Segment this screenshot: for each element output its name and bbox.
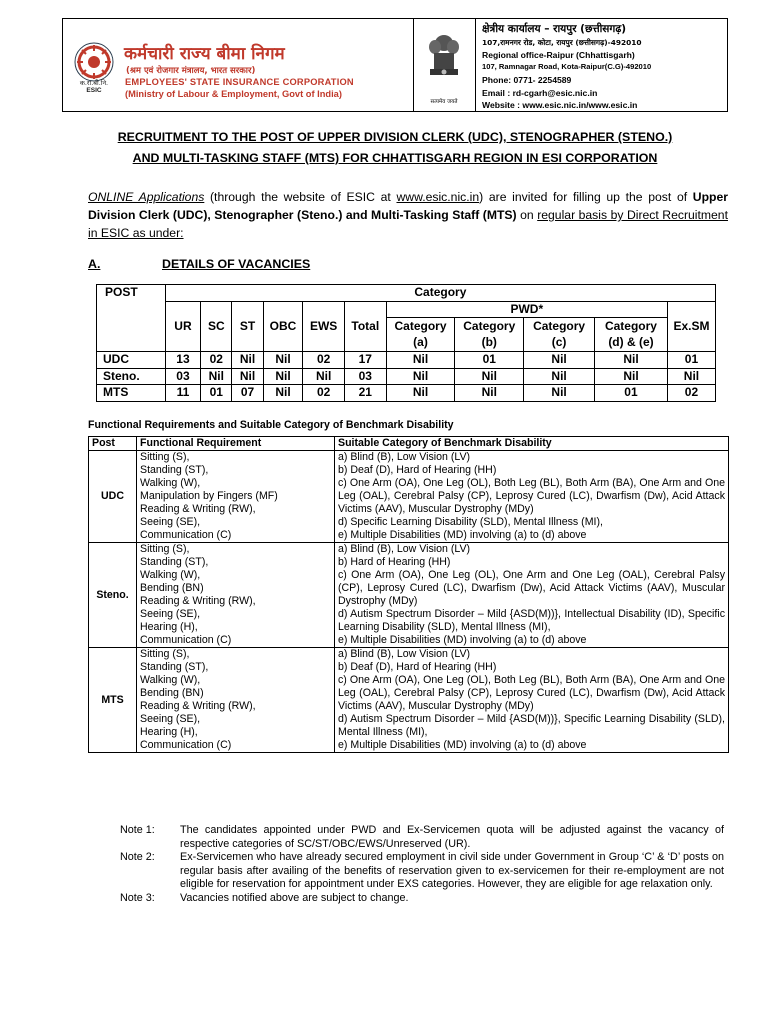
vacancy-post-cell: MTS bbox=[97, 385, 166, 402]
requirement-item: Sitting (S), bbox=[140, 451, 190, 463]
vacancy-value-cell: 13 bbox=[165, 352, 200, 369]
vacancy-value-cell: Nil bbox=[524, 352, 595, 369]
vacancy-value-cell: Nil bbox=[263, 385, 303, 402]
requirement-item: Walking (W), bbox=[140, 477, 201, 489]
vacancy-pwd-col-header: Category (a) bbox=[386, 318, 455, 352]
disability-item: d) Autism Spectrum Disorder – Mild {ASD(M))}, Specific Learning Disability (SLD), Mental Illness (MI), bbox=[338, 713, 725, 738]
disability-item: c) One Arm (OA), One Leg (OL), One Arm and One Leg (OAL), Cerebral Palsy (CP), Leprosy Cured (LC), Dwarfism (Dw), Acid Attack Victims (AAV), Muscular Dystrophy (MDy) bbox=[338, 569, 725, 607]
vacancy-value-cell: 21 bbox=[344, 385, 386, 402]
vacancy-value-cell: 07 bbox=[232, 385, 263, 402]
functional-row bbox=[89, 543, 729, 648]
functional-row bbox=[89, 451, 729, 543]
vacancy-table bbox=[96, 284, 716, 402]
vacancy-col-header: UR bbox=[165, 301, 200, 352]
requirement-item: Standing (ST), bbox=[140, 464, 209, 476]
intro-basis: regular basis by Direct Recruitment in ESIC as under: bbox=[88, 208, 728, 240]
disability-item: e) Multiple Disabilities (MD) involving (a) to (d) above bbox=[338, 529, 587, 541]
requirement-item: Sitting (S), bbox=[140, 543, 190, 555]
requirement-item: Seeing (SE), bbox=[140, 516, 201, 528]
requirement-item: Hearing (H), bbox=[140, 726, 198, 738]
functional-disability-cell bbox=[335, 648, 729, 753]
disability-item: e) Multiple Disabilities (MD) involving (a) to (d) above bbox=[338, 739, 587, 751]
letterhead-emblem bbox=[413, 19, 476, 111]
section-a-label: A. bbox=[88, 257, 101, 271]
logo-caption bbox=[69, 79, 119, 95]
letterhead-left bbox=[63, 19, 414, 111]
requirement-item: Communication (C) bbox=[140, 529, 232, 541]
intro-online: ONLINE Applications bbox=[88, 190, 205, 204]
note-label: Note 3: bbox=[120, 891, 155, 904]
vacancy-value-cell: 03 bbox=[165, 368, 200, 385]
disability-item: c) One Arm (OA), One Leg (OL), Both Leg (BL), Both Arm (BA), One Arm and One Leg (OAL), Cerebral Palsy (CP), Leprosy Cured (LC), Dwarfism (Dw), Acid Attack Victims (AAV), Muscular Dystrophy (MDy) bbox=[338, 477, 725, 515]
vacancy-col-header: SC bbox=[201, 301, 232, 352]
functional-disability-cell bbox=[335, 543, 729, 648]
vacancy-post-header: POST bbox=[97, 285, 166, 352]
vacancy-col-header: OBC bbox=[263, 301, 303, 352]
vacancy-value-cell: 01 bbox=[667, 352, 715, 369]
requirement-item: Reading & Writing (RW), bbox=[140, 700, 256, 712]
vacancy-table-body bbox=[97, 352, 716, 402]
org-name-hindi: कर्मचारी राज्य बीमा निगम bbox=[124, 44, 285, 64]
disability-item: e) Multiple Disabilities (MD) involving (a) to (d) above bbox=[338, 634, 587, 646]
vacancy-value-cell: 03 bbox=[344, 368, 386, 385]
note-text: Ex-Servicemen who have already secured employment in civil side under Government in Group ‘C’ & ‘D’ posts on regular basis after availing of the benefits of reservation given to ex-servicemen for their re-employment are not eligible for reservation for appointment under EXS categories. However, they are eligible for age relaxation only. bbox=[180, 851, 724, 891]
requirement-item: Bending (BN) bbox=[140, 582, 204, 594]
disability-item: a) Blind (B), Low Vision (LV) bbox=[338, 543, 471, 555]
vacancy-col-header: EWS bbox=[303, 301, 345, 352]
disability-item: a) Blind (B), Low Vision (LV) bbox=[338, 451, 471, 463]
requirement-item: Seeing (SE), bbox=[140, 608, 201, 620]
national-emblem-icon bbox=[425, 33, 463, 83]
note-text: The candidates appointed under PWD and Ex-Servicemen quota will be adjusted against the vacancy of respective categories of SC/ST/OBC/EWS/Unreserved (UR). bbox=[180, 824, 724, 850]
vacancy-pwd-col-header: Category (d) & (e) bbox=[595, 318, 668, 352]
requirement-item: Seeing (SE), bbox=[140, 713, 201, 725]
vacancy-value-cell: 01 bbox=[595, 385, 668, 402]
intro-text-1: (through the website of ESIC at bbox=[204, 190, 397, 204]
vacancy-value-cell: 02 bbox=[667, 385, 715, 402]
functional-requirement-cell bbox=[137, 451, 335, 543]
functional-header-post: Post bbox=[89, 437, 137, 451]
functional-caption: Functional Requirements and Suitable Category of Benchmark Disability bbox=[88, 419, 454, 431]
office-hindi: क्षेत्रीय कार्यालय – रायपुर (छत्तीसगढ़) bbox=[482, 23, 627, 35]
vacancy-value-cell: 01 bbox=[201, 385, 232, 402]
requirement-item: Sitting (S), bbox=[140, 648, 190, 660]
disability-item: b) Deaf (D), Hard of Hearing (HH) bbox=[338, 661, 497, 673]
note-item bbox=[120, 851, 724, 892]
vacancy-post-cell: Steno. bbox=[97, 368, 166, 385]
ministry-hindi: (श्रम एवं रोजगार मंत्रालय, भारत सरकार) bbox=[126, 66, 256, 76]
vacancy-pwd-col-header: Category (c) bbox=[524, 318, 595, 352]
functional-requirement-cell bbox=[137, 543, 335, 648]
org-name-english: EMPLOYEES' STATE INSURANCE CORPORATION bbox=[125, 77, 354, 87]
requirement-item: Hearing (H), bbox=[140, 621, 198, 633]
phone: Phone: 0771- 2254589 bbox=[482, 75, 572, 85]
office-english: Regional office-Raipur (Chhattisgarh) bbox=[482, 50, 635, 60]
disability-item: c) One Arm (OA), One Leg (OL), Both Leg (BL), Both Arm (BA), One Arm and One Leg (OAL), Cerebral Palsy (CP), Leprosy Cured (LC), Dwarfism (Dw), Acid Attack Victims (AAV), Muscular Dystrophy (MDy) bbox=[338, 674, 725, 712]
vacancy-category-header: Category bbox=[165, 285, 715, 302]
address-hindi: 107,रामनगर रोड, कोटा, रायपुर (छत्तीसगढ़)-492010 bbox=[482, 38, 642, 47]
vacancy-value-cell: Nil bbox=[455, 368, 524, 385]
functional-post-cell: Steno. bbox=[89, 543, 137, 648]
disability-item: d) Specific Learning Disability (SLD), Mental Illness (MI), bbox=[338, 516, 603, 528]
disability-item: a) Blind (B), Low Vision (LV) bbox=[338, 648, 471, 660]
vacancy-value-cell: Nil bbox=[595, 352, 668, 369]
requirement-item: Standing (ST), bbox=[140, 556, 209, 568]
functional-table-body bbox=[89, 451, 729, 753]
functional-post-cell: UDC bbox=[89, 451, 137, 543]
note-text: Vacancies notified above are subject to change. bbox=[180, 891, 409, 904]
vacancy-value-cell: Nil bbox=[232, 352, 263, 369]
ministry-english: (Ministry of Labour & Employment, Govt of India) bbox=[125, 89, 342, 99]
requirement-item: Bending (BN) bbox=[140, 687, 204, 699]
vacancy-value-cell: 17 bbox=[344, 352, 386, 369]
notes bbox=[120, 824, 724, 906]
functional-requirement-cell bbox=[137, 648, 335, 753]
vacancy-value-cell: Nil bbox=[455, 385, 524, 402]
disability-item: b) Hard of Hearing (HH) bbox=[338, 556, 451, 568]
vacancy-pwd-header: PWD* bbox=[386, 301, 667, 318]
intro-paragraph bbox=[88, 188, 728, 242]
vacancy-value-cell: Nil bbox=[263, 368, 303, 385]
vacancy-value-cell: Nil bbox=[263, 352, 303, 369]
website: Website : www.esic.nic.in/www.esic.in bbox=[482, 100, 638, 110]
vacancy-post-cell: UDC bbox=[97, 352, 166, 369]
disability-item: b) Deaf (D), Hard of Hearing (HH) bbox=[338, 464, 497, 476]
vacancy-value-cell: Nil bbox=[232, 368, 263, 385]
letterhead-right bbox=[476, 19, 728, 111]
vacancy-row bbox=[97, 368, 716, 385]
note-item bbox=[120, 824, 724, 851]
functional-table bbox=[88, 436, 729, 753]
vacancy-row bbox=[97, 385, 716, 402]
requirement-item: Manipulation by Fingers (MF) bbox=[140, 490, 278, 502]
functional-row bbox=[89, 648, 729, 753]
vacancy-col-header: Total bbox=[344, 301, 386, 352]
requirement-item: Communication (C) bbox=[140, 739, 232, 751]
letterhead bbox=[62, 18, 728, 112]
vacancy-row bbox=[97, 352, 716, 369]
functional-header-requirement: Functional Requirement bbox=[137, 437, 335, 451]
requirement-item: Communication (C) bbox=[140, 634, 232, 646]
logo-caption-hindi: क.रा.बी.नि. bbox=[79, 79, 109, 87]
page-title-line-2: AND MULTI-TASKING STAFF (MTS) FOR CHHATTISGARH REGION IN ESI CORPORATION bbox=[132, 151, 658, 165]
functional-header-disability: Suitable Category of Benchmark Disability bbox=[335, 437, 729, 451]
requirement-item: Walking (W), bbox=[140, 674, 201, 686]
disability-item: d) Autism Spectrum Disorder – Mild {ASD(M))}, Intellectual Disability (ID), Specific Learning Disability (SLD), Mental Illness (MI), bbox=[338, 608, 725, 633]
vacancy-value-cell: Nil bbox=[303, 368, 345, 385]
vacancy-value-cell: Nil bbox=[201, 368, 232, 385]
requirement-item: Standing (ST), bbox=[140, 661, 209, 673]
vacancy-pwd-col-header: Category (b) bbox=[455, 318, 524, 352]
vacancy-value-cell: 02 bbox=[201, 352, 232, 369]
intro-text-3: on bbox=[516, 208, 538, 222]
address-english: 107, Ramnagar Road, Kota-Raipur(C.G)-492010 bbox=[482, 62, 652, 71]
logo-caption-english: ESIC bbox=[86, 87, 102, 94]
section-a-title: DETAILS OF VACANCIES bbox=[162, 257, 311, 271]
intro-url-link[interactable]: www.esic.nic.in bbox=[396, 190, 480, 204]
vacancy-value-cell: 01 bbox=[455, 352, 524, 369]
vacancy-value-cell: 02 bbox=[303, 352, 345, 369]
vacancy-value-cell: Nil bbox=[386, 352, 455, 369]
note-label: Note 2: bbox=[120, 851, 155, 864]
functional-post-cell: MTS bbox=[89, 648, 137, 753]
note-item bbox=[120, 892, 724, 906]
requirement-item: Reading & Writing (RW), bbox=[140, 503, 256, 515]
intro-posts: Upper Division Clerk (UDC), Stenographer (Steno.) and Multi-Tasking Staff (MTS) bbox=[88, 190, 729, 222]
intro-text-2: ) are invited for filling up the post of bbox=[479, 190, 693, 204]
requirement-item: Walking (W), bbox=[140, 569, 201, 581]
vacancy-value-cell: Nil bbox=[595, 368, 668, 385]
requirement-item: Reading & Writing (RW), bbox=[140, 595, 256, 607]
note-label: Note 1: bbox=[120, 824, 155, 836]
vacancy-value-cell: Nil bbox=[667, 368, 715, 385]
functional-disability-cell bbox=[335, 451, 729, 543]
email: Email : rd-cgarh@esic.nic.in bbox=[482, 88, 598, 98]
vacancy-value-cell: 11 bbox=[165, 385, 200, 402]
vacancy-value-cell: Nil bbox=[524, 368, 595, 385]
page-title-line-1: RECRUITMENT TO THE POST OF UPPER DIVISION CLERK (UDC), STENOGRAPHER (STENO.) bbox=[117, 130, 673, 144]
vacancy-value-cell: Nil bbox=[386, 368, 455, 385]
emblem-caption: सत्यमेव जयते bbox=[430, 99, 458, 105]
vacancy-value-cell: Nil bbox=[524, 385, 595, 402]
vacancy-exsm-header: Ex.SM bbox=[667, 301, 715, 352]
vacancy-value-cell: Nil bbox=[386, 385, 455, 402]
vacancy-value-cell: 02 bbox=[303, 385, 345, 402]
vacancy-col-header: ST bbox=[232, 301, 263, 352]
